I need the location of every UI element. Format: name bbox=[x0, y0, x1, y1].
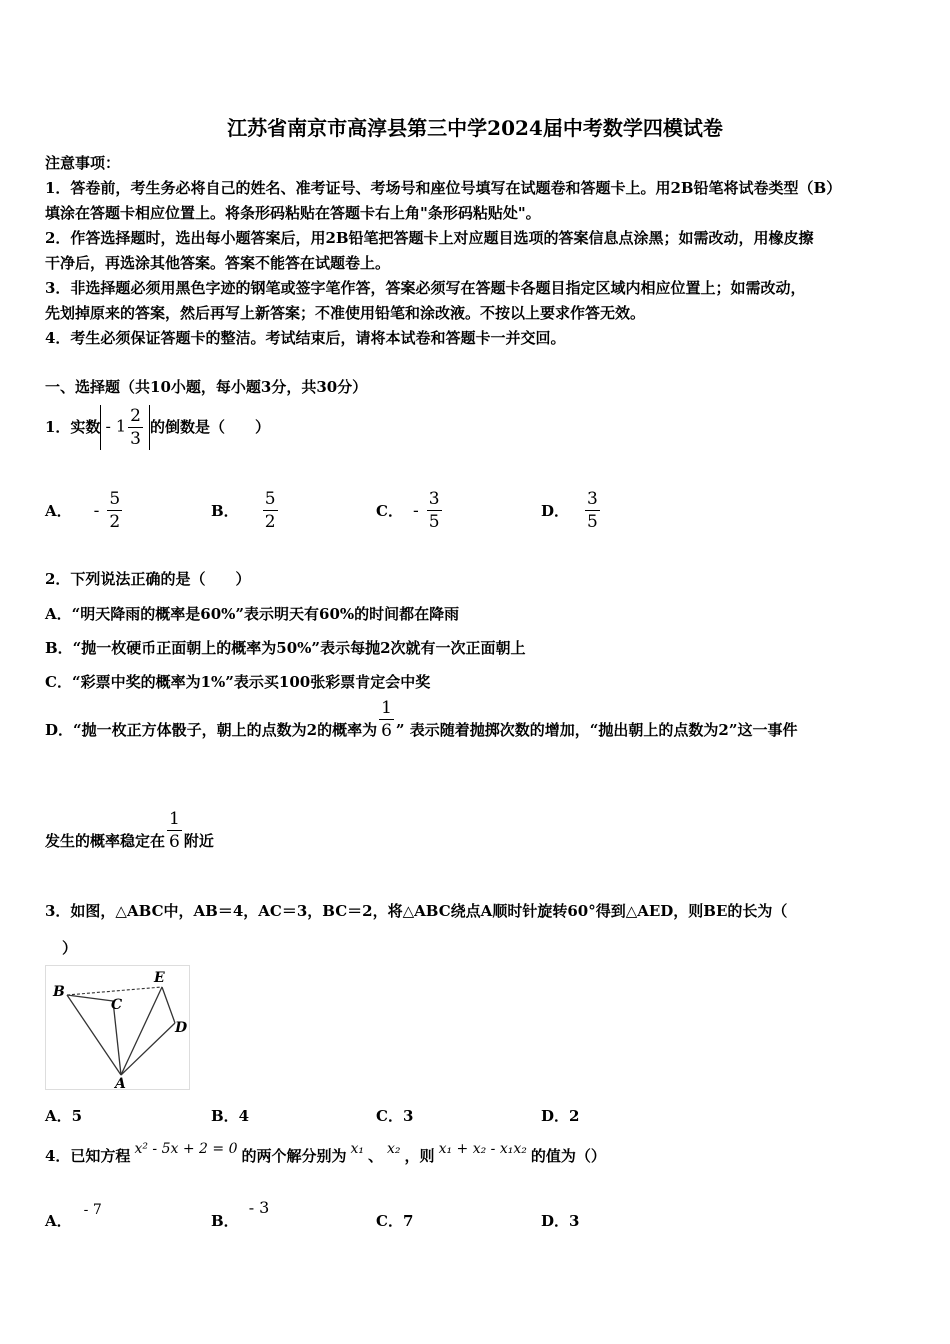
q2-d-text: 发生的概率稳定在 bbox=[45, 831, 166, 850]
q2-option-c: C．“彩票中奖的概率为1%”表示买100张彩票肯定会中奖 bbox=[45, 673, 431, 691]
q1-suffix: 的倒数是（ ） bbox=[149, 418, 270, 436]
option-label: D． bbox=[541, 501, 570, 520]
numerator: 3 bbox=[587, 489, 598, 509]
label-a: A bbox=[115, 1076, 126, 1090]
denominator: 2 bbox=[109, 512, 121, 532]
q4-suffix: 的值为（） bbox=[530, 1147, 606, 1165]
section-heading: 一、选择题（共10小题，每小题3分，共30分） bbox=[45, 378, 368, 396]
segment-ea bbox=[121, 987, 162, 1075]
numerator: 5 bbox=[109, 489, 121, 509]
numerator: 2 bbox=[130, 405, 141, 426]
q4-option-c bbox=[376, 1211, 413, 1231]
page-title: 江苏省南京市高淳县第三中学2024届中考数学四模试卷 bbox=[227, 116, 723, 140]
q3-option-d: D．2 bbox=[541, 1107, 580, 1125]
option-label: C． bbox=[376, 501, 403, 520]
notice-line: 3．非选择题必须用黑色字迹的钢笔或签字笔作答，答案必须写在答题卡各题目指定区域内相应位置上；如需改动， bbox=[45, 279, 806, 297]
q2-option-a: A．“明天降雨的概率是60%”表示明天有60%的时间都在降雨 bbox=[45, 605, 460, 623]
notice-line: 干净后，再选涂其他答案。答案不能答在试题卷上。 bbox=[45, 254, 391, 272]
option-value: 7 bbox=[402, 1212, 414, 1230]
q1-prefix: 1．实数 bbox=[45, 418, 101, 436]
option-label: C． bbox=[376, 1212, 403, 1230]
q4-prefix: 4．已知方程 bbox=[45, 1147, 131, 1165]
option-value: 3 bbox=[569, 1212, 580, 1230]
option-label: A． bbox=[45, 1212, 72, 1230]
neg-sign: - bbox=[412, 500, 419, 521]
q1-option-b bbox=[211, 488, 280, 533]
q4-expression: x₁ + x₂ - x₁x₂ bbox=[438, 1141, 527, 1157]
notice-line: 先划掉原来的答案，然后再写上新答案；不准使用铅笔和涂改液。不按以上要求作答无效。 bbox=[45, 304, 646, 322]
denominator: 5 bbox=[428, 512, 440, 532]
segment-bc bbox=[67, 995, 113, 1001]
option-fraction bbox=[585, 488, 600, 533]
q3-option-a: A．5 bbox=[45, 1107, 83, 1125]
option-fraction bbox=[427, 488, 442, 533]
q1-abs-whole: - 1 bbox=[105, 416, 127, 435]
numerator: 1 bbox=[381, 698, 392, 718]
option-label: D． bbox=[541, 1212, 570, 1230]
notice-line: 2．作答选择题时，选出每小题答案后，用2B铅笔把答题卡上对应题目选项的答案信息点涂黑；如需改动，用橡皮擦 bbox=[45, 229, 814, 247]
q4-text: ，则 bbox=[404, 1147, 435, 1165]
notice-line: 4．考生必须保证答题卡的整洁。考试结束后，请将本试卷和答题卡一并交回。 bbox=[45, 329, 566, 347]
denominator: 5 bbox=[587, 512, 598, 532]
segment-da bbox=[121, 1023, 175, 1075]
option-label: B． bbox=[211, 1212, 239, 1230]
segment-be bbox=[67, 987, 162, 995]
q2-d-fraction bbox=[379, 697, 394, 742]
question-3-stem: 3．如图，△ABC中，AB＝4，AC＝3，BC＝2，将△ABC绕点A顺时针旋转60°得到△AED，则BE的长为（ bbox=[45, 902, 788, 920]
denominator: 6 bbox=[381, 721, 392, 741]
numerator: 1 bbox=[169, 809, 180, 829]
label-d: D bbox=[175, 1020, 188, 1036]
label-b: B bbox=[53, 984, 65, 1000]
denominator: 6 bbox=[169, 832, 180, 852]
q1-option-a bbox=[45, 488, 124, 533]
notice-heading: 注意事项： bbox=[45, 154, 121, 172]
q4-equation: x² - 5x + 2 = 0 bbox=[134, 1141, 238, 1157]
label-e: E bbox=[154, 970, 165, 986]
q1-option-d bbox=[541, 488, 602, 533]
q2-d-text: ” 表示随着抛掷次数的增加，“抛出朝上的点数为2”这一事件 bbox=[395, 720, 798, 739]
q2-d-text: 附近 bbox=[183, 831, 214, 850]
numerator: 3 bbox=[428, 489, 440, 509]
option-label: A． bbox=[45, 501, 72, 520]
q1-option-c bbox=[376, 488, 444, 533]
option-fraction bbox=[263, 488, 278, 533]
option-value: - 3 bbox=[248, 1198, 270, 1217]
q4-x2: x₂ bbox=[387, 1141, 401, 1157]
numerator: 5 bbox=[264, 489, 276, 509]
q2-option-b: B．“抛一枚硬币正面朝上的概率为50%”表示每抛2次就有一次正面朝上 bbox=[45, 639, 526, 657]
q3-option-c: C．3 bbox=[376, 1107, 414, 1125]
denominator: 2 bbox=[264, 512, 276, 532]
q2-d-fraction bbox=[167, 808, 182, 853]
q2-option-d-continued bbox=[45, 809, 214, 863]
q4-text: 的两个解分别为 bbox=[241, 1147, 347, 1165]
q2-d-text: D．“抛一枚正方体骰子，朝上的点数为2的概率为 bbox=[45, 720, 378, 739]
neg-sign: - bbox=[93, 500, 100, 521]
q1-absolute-value bbox=[100, 405, 150, 450]
notice-line: 1．答卷前，考生务必将自己的姓名、准考证号、考场号和座位号填写在试题卷和答题卡上。用2B铅笔将试卷类型（B） bbox=[45, 179, 842, 197]
notice-line: 填涂在答题卡相应位置上。将条形码粘贴在答题卡右上角"条形码粘贴处"。 bbox=[45, 204, 541, 222]
label-c: C bbox=[111, 997, 123, 1013]
q4-option-a bbox=[45, 1203, 102, 1231]
q4-x1: x₁ bbox=[350, 1141, 365, 1157]
q2-option-d bbox=[45, 698, 798, 752]
option-value: - 7 bbox=[83, 1202, 102, 1218]
q4-separator: 、 bbox=[368, 1147, 384, 1165]
denominator: 3 bbox=[130, 428, 141, 449]
question-2-stem: 2．下列说法正确的是（ ） bbox=[45, 570, 251, 588]
question-1 bbox=[45, 402, 270, 452]
segment-ed bbox=[162, 987, 175, 1023]
question-4 bbox=[45, 1141, 606, 1166]
option-fraction bbox=[107, 488, 122, 533]
option-label: B． bbox=[211, 501, 239, 520]
q4-option-d bbox=[541, 1211, 579, 1231]
triangle-figure bbox=[45, 965, 190, 1090]
q1-abs-fraction bbox=[128, 405, 143, 450]
q4-option-b bbox=[211, 1198, 270, 1231]
q3-option-b: B．4 bbox=[211, 1107, 250, 1125]
question-3-stem-end: ） bbox=[62, 939, 78, 957]
triangle-diagram bbox=[45, 965, 190, 1090]
